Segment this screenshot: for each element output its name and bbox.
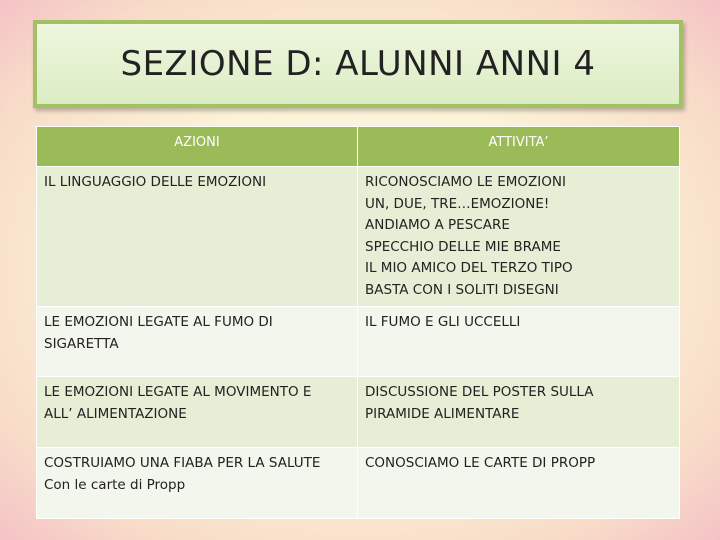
cell-line: ALL’ ALIMENTAZIONE	[44, 405, 187, 422]
cell-line: DISCUSSIONE DEL POSTER SULLA	[365, 384, 594, 400]
cell-azioni	[37, 377, 358, 448]
table-row	[37, 448, 680, 519]
cell-attivita	[358, 167, 680, 307]
cell-azioni	[37, 307, 358, 377]
cell-line: LE EMOZIONI LEGATE AL MOVIMENTO E	[44, 384, 312, 400]
cell-attivita	[358, 307, 680, 377]
cell-line: SPECCHIO DELLE MIE BRAME	[365, 238, 561, 255]
cell-line: RICONOSCIAMO LE EMOZIONI	[365, 174, 566, 190]
cell-azioni	[37, 167, 358, 307]
cell-line: UN, DUE, TRE…EMOZIONE!	[365, 195, 550, 212]
table-row	[37, 377, 680, 448]
cell-line: IL MIO AMICO DEL TERZO TIPO	[365, 260, 573, 276]
cell-line: COSTRUIAMO UNA FIABA PER LA SALUTE	[44, 455, 321, 471]
header-attivita: ATTIVITA’	[358, 127, 680, 167]
cell-attivita	[358, 448, 680, 519]
cell-attivita	[358, 377, 680, 448]
activities-table	[36, 126, 680, 519]
table-header-row	[37, 127, 680, 167]
cell-line: PIRAMIDE ALIMENTARE	[365, 405, 520, 422]
title-box	[33, 20, 683, 108]
table-row	[37, 307, 680, 377]
cell-line: ANDIAMO A PESCARE	[365, 217, 510, 233]
cell-line: IL FUMO E GLI UCCELLI	[365, 314, 521, 330]
cell-line: BASTA CON I SOLITI DISEGNI	[365, 281, 559, 298]
table-row	[37, 167, 680, 307]
cell-line: LE EMOZIONI LEGATE AL FUMO DI	[44, 314, 273, 330]
slide-title: SEZIONE D: ALUNNI ANNI 4	[120, 44, 596, 84]
cell-line: Con le carte di Propp	[44, 476, 186, 493]
cell-line: SIGARETTA	[44, 335, 119, 352]
cell-azioni	[37, 448, 358, 519]
cell-line: IL LINGUAGGIO DELLE EMOZIONI	[44, 174, 267, 190]
header-azioni: AZIONI	[37, 127, 358, 167]
cell-line: CONOSCIAMO LE CARTE DI PROPP	[365, 455, 596, 471]
